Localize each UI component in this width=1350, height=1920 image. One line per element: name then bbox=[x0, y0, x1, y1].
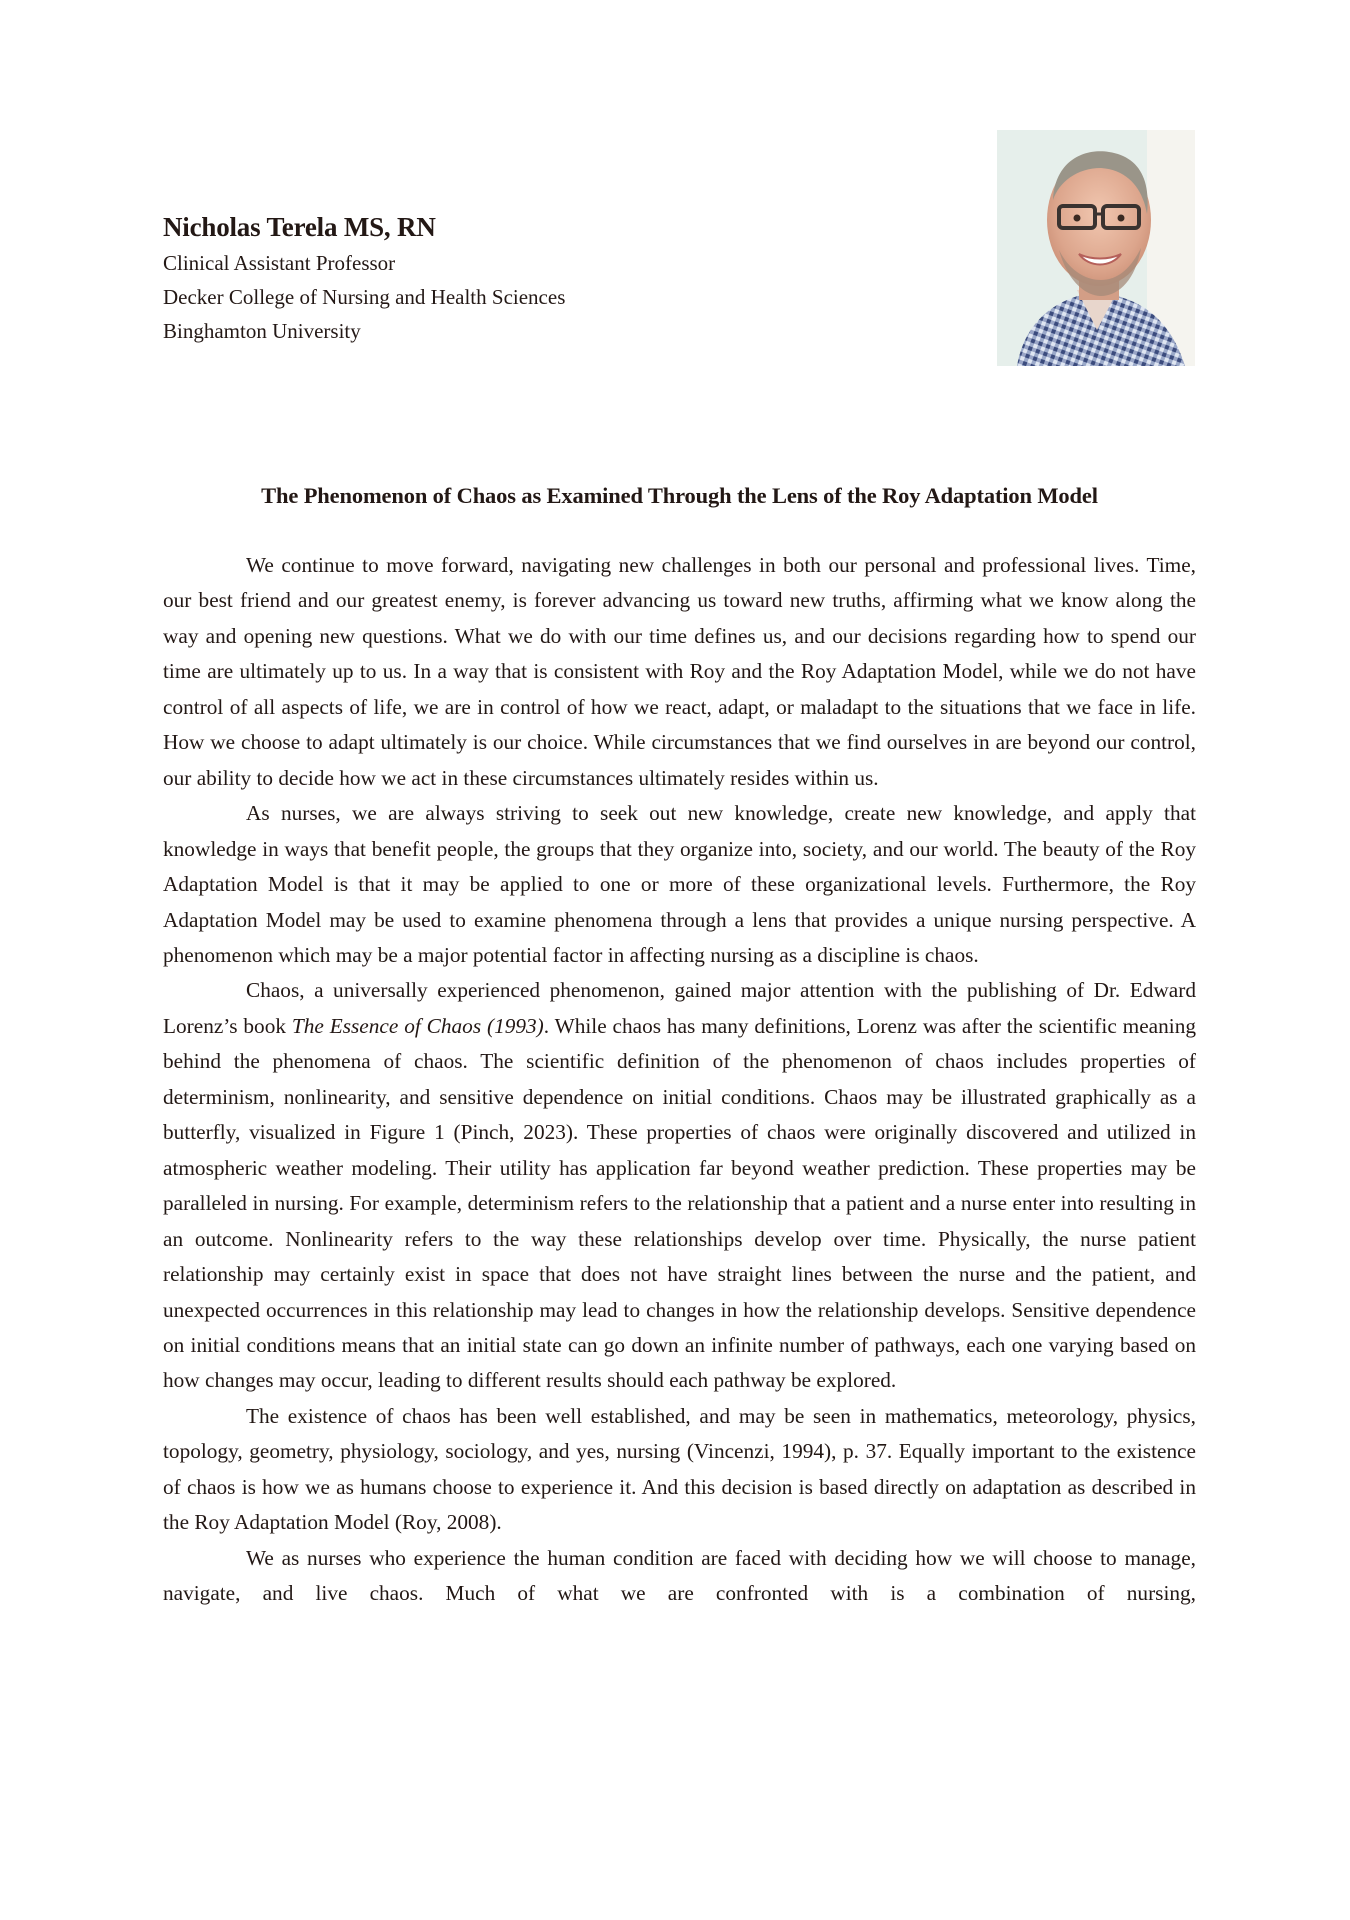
paragraph: We as nurses who experience the human condition are faced with deciding how we will choose to manage, navigate, and live chaos. Much of what we are confronted with is a combination of nursing, bbox=[163, 1545, 1196, 1606]
author-block bbox=[163, 210, 863, 348]
paragraph-text: Chaos, a universally experienced phenomenon, gained major attention with the publishing of Dr. Edward Lorenz’s book bbox=[163, 978, 1196, 1038]
author-name: Nicholas Terela MS, RN bbox=[163, 212, 436, 242]
paragraph: We continue to move forward, navigating new challenges in both our personal and professional lives. Time, our best friend and our greatest enemy, is forever advancing us toward new truths, affirming what we know along the way and opening new questions. What we do with our time defines us, and our decisions regarding how to spend our time are ultimately up to us. In a way that is consistent with Roy and the Roy Adaptation Model, while we do not have control of all aspects of life, we are in control of how we react, adapt, or maladapt to the situations that we face in life. How we choose to adapt ultimately is our choice. While circumstances that we find ourselves in are beyond our control, our ability to decide how we act in these circumstances ultimately resides within us. bbox=[163, 553, 1196, 790]
paragraph bbox=[163, 973, 1196, 1398]
article-title: The Phenomenon of Chaos as Examined Through the Lens of the Roy Adaptation Model bbox=[261, 483, 1098, 508]
article-body bbox=[163, 548, 1196, 1612]
author-department: Decker College of Nursing and Health Sciences bbox=[163, 285, 566, 309]
author-photo bbox=[997, 130, 1195, 366]
portrait-image-icon bbox=[997, 130, 1195, 366]
book-title-italic: The Essence of Chaos (1993) bbox=[291, 1013, 544, 1038]
author-institution: Binghamton University bbox=[163, 319, 361, 343]
paragraph: As nurses, we are always striving to seek out new knowledge, create new knowledge, and apply that knowledge in ways that benefit people, the groups that they organize into, society, and our world. The beauty of the Roy Adaptation Model is that it may be applied to one or more of these organizational levels. Furthermore, the Roy Adaptation Model may be used to examine phenomena through a lens that provides a unique nursing perspective. A phenomenon which may be a major potential factor in affecting nursing as a discipline is chaos. bbox=[163, 801, 1196, 967]
paragraph-text: . While chaos has many definitions, Lorenz was after the scientific meaning behind the phenomena of chaos. The scientific definition of the phenomenon of chaos includes properties of determinism, nonlinearity, and sensitive dependence on initial conditions. Chaos may be illustrated graphically as a butterfly, visualized in Figure 1 (Pinch, 2023). These properties of chaos were originally discovered and utilized in atmospheric weather modeling. Their utility has application far beyond weather prediction. These properties may be paralleled in nursing. For example, determinism refers to the relationship that a patient and a nurse enter into resulting in an outcome. Nonlinearity refers to the way these relationships develop over time. Physically, the nurse patient relationship may certainly exist in space that does not have straight lines between the nurse and the patient, and unexpected occurrences in this relationship may lead to changes in how the relationship develops. Sensitive dependence on initial conditions means that an initial state can go down an infinite number of pathways, each one varying based on how changes may occur, leading to different results should each pathway be explored. bbox=[163, 1013, 1196, 1393]
paragraph: The existence of chaos has been well established, and may be seen in mathematics, meteorology, physics, topology, geometry, physiology, sociology, and yes, nursing (Vincenzi, 1994), p. 37. Equally important to the existence of chaos is how we as humans choose to experience it. And this decision is based directly on adaptation as described in the Roy Adaptation Model (Roy, 2008). bbox=[163, 1403, 1196, 1535]
author-title: Clinical Assistant Professor bbox=[163, 251, 396, 275]
